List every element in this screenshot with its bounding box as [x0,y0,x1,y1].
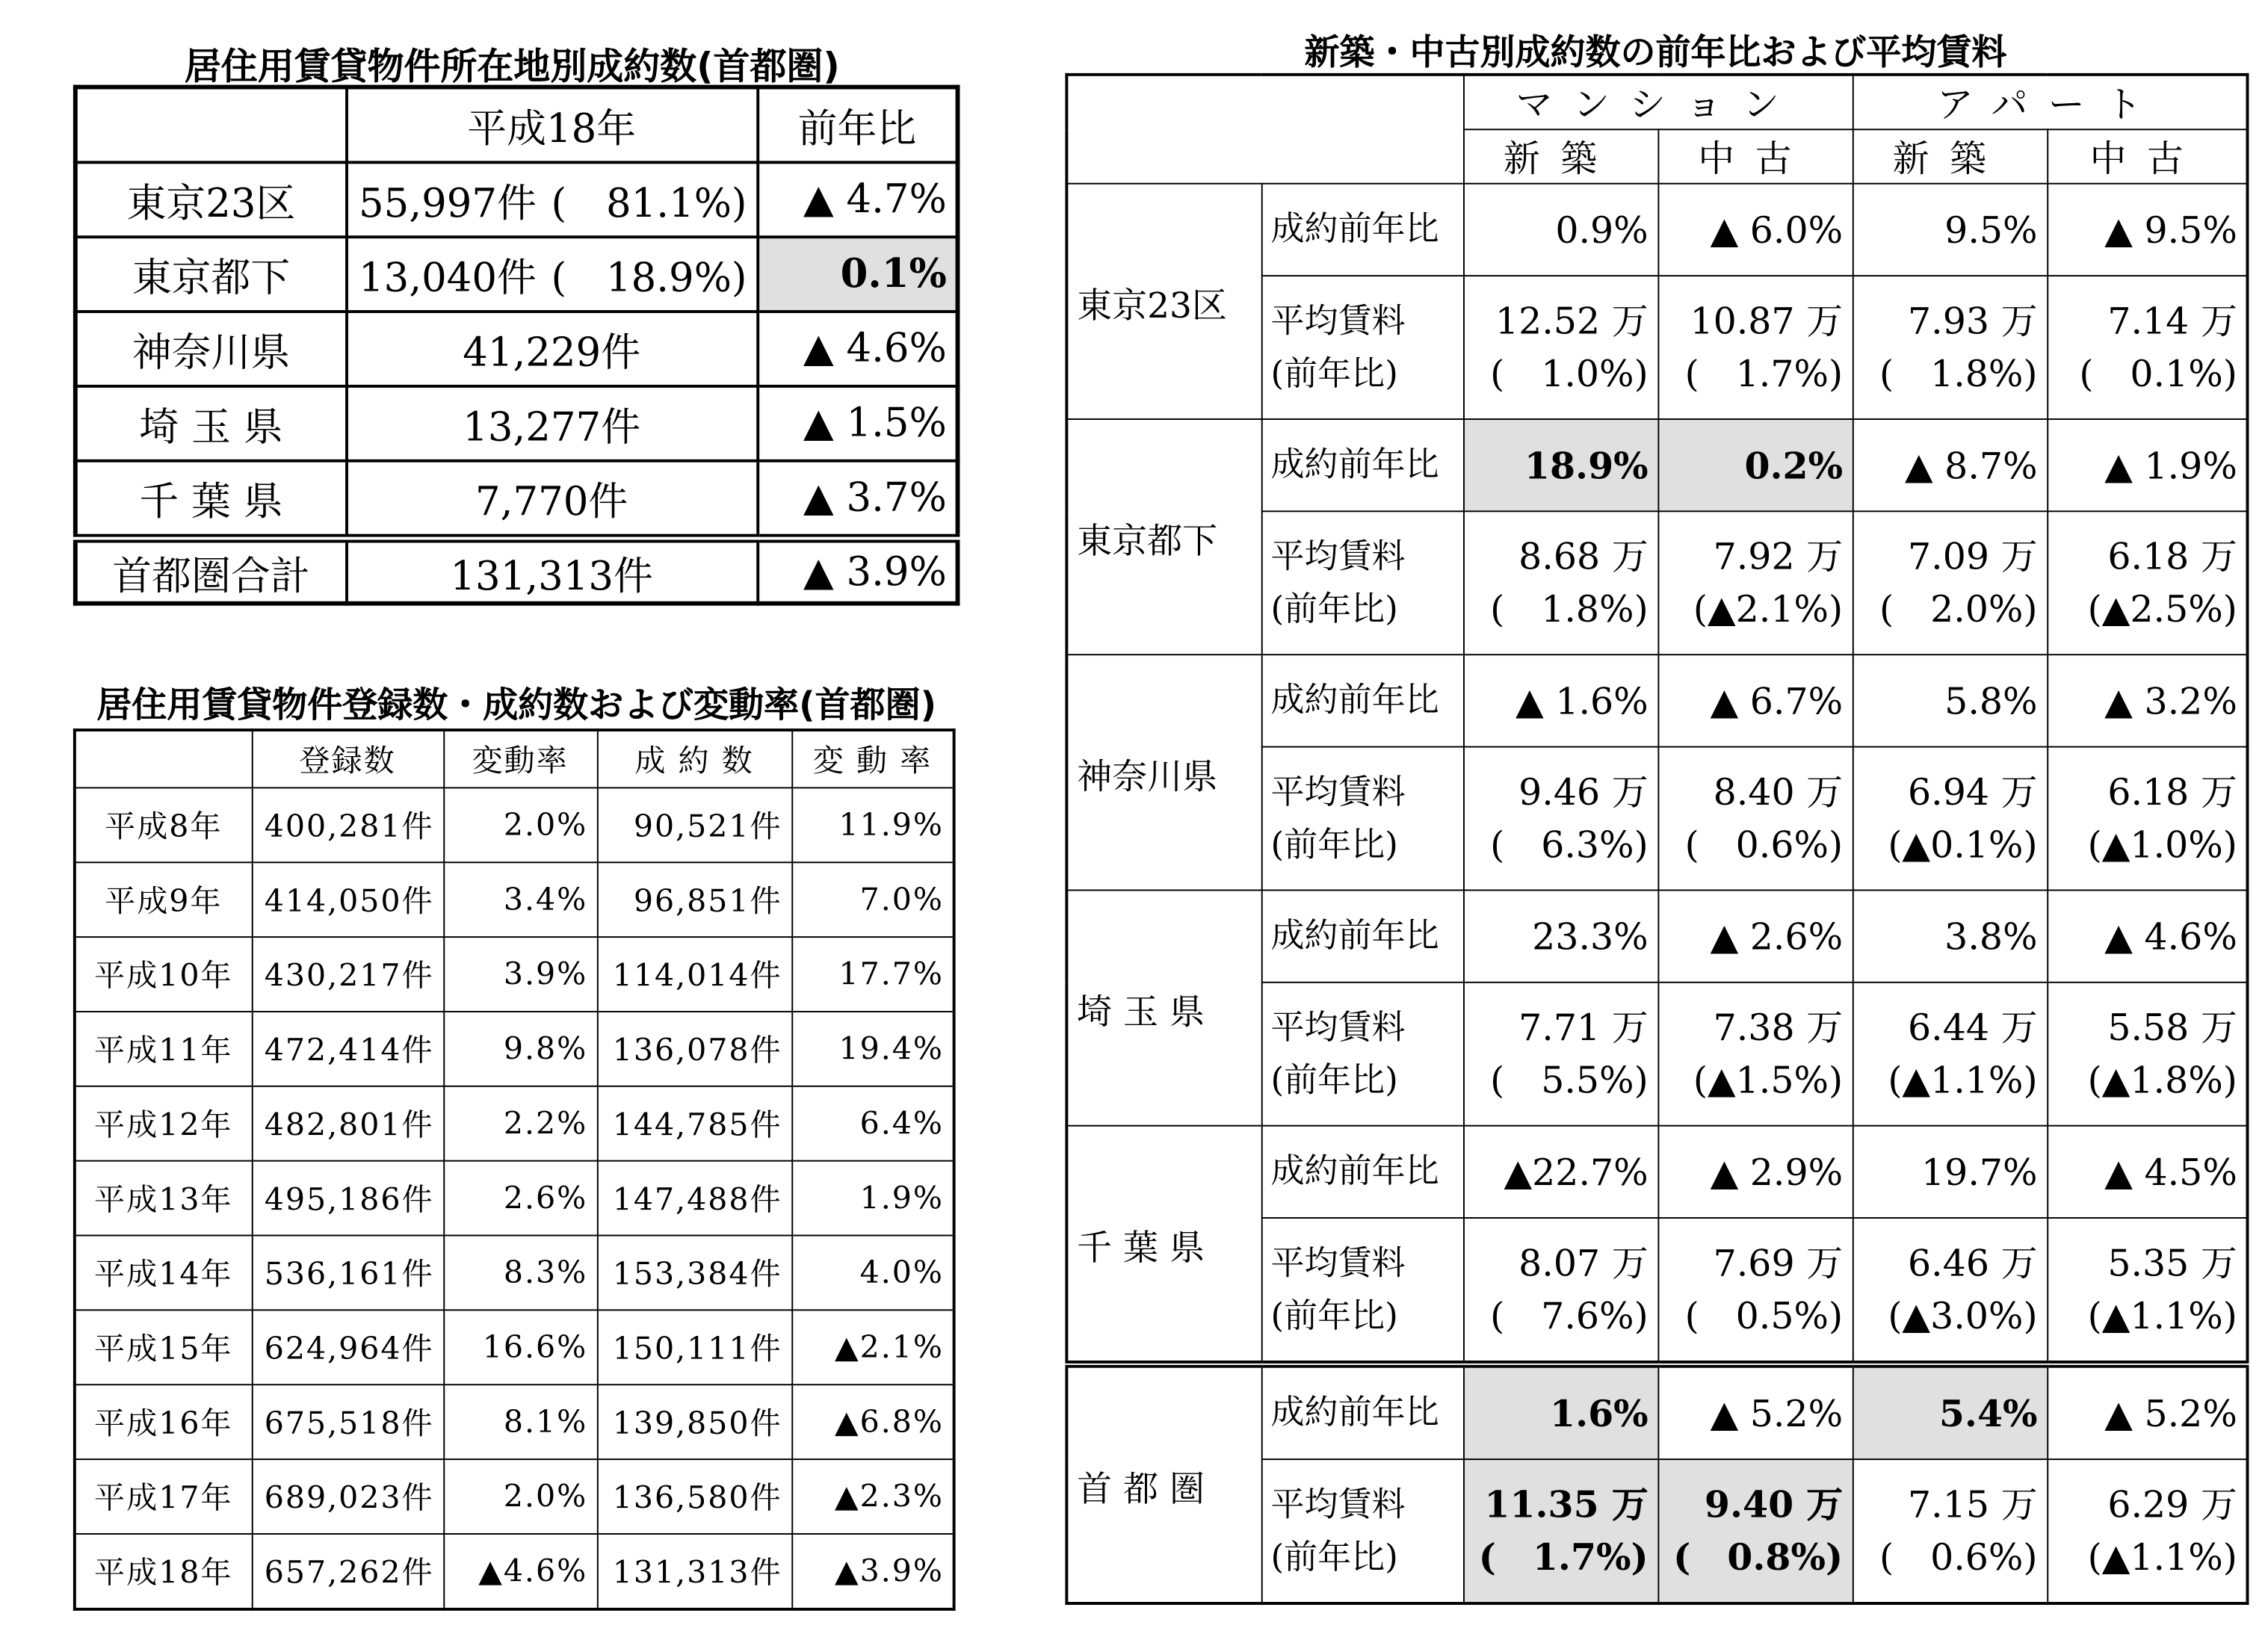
group-header: マンション [1463,75,1853,129]
year-label: 平成14年 [75,1236,252,1311]
contracts: 136,580件 [597,1459,791,1534]
rent-cell [1463,747,1657,891]
rent-yoy: ( 6.3%) [1490,823,1649,866]
rent-label: 平均賃料 [1270,537,1406,576]
contracts: 153,384件 [597,1236,791,1311]
table-row [75,237,958,312]
registrations-contracts-table [73,728,956,1611]
registrations-change: 8.3% [443,1236,597,1311]
column-header: 変動率 [443,730,597,788]
registrations-change: 2.0% [443,788,597,862]
yoy-cell: ▲ 1.5% [757,386,957,461]
rent-cell [2047,1218,2247,1364]
contracts-row [1066,655,2247,746]
contracts: 136,078件 [597,1012,791,1086]
region-label: 千 葉 県 [1066,1126,1261,1364]
contracts-change: 4.0% [791,1236,954,1311]
rent-yoy: (▲3.0%) [1888,1293,2038,1337]
row-label: 成約前年比 [1261,1126,1463,1218]
rent-yoy: ( 1.0%) [1490,351,1649,394]
table-row [75,1086,954,1161]
row-label [1261,1459,1463,1603]
rent-cell [1463,511,1657,655]
registrations: 689,023件 [252,1459,443,1534]
table-row [75,1161,954,1236]
count-cell [346,312,757,386]
contracts-yoy: ▲ 6.0% [1657,184,1852,276]
yoy-cell: ▲ 4.6% [757,312,957,386]
rent-cell [1853,276,2047,419]
rent-yoy: (▲1.1%) [2087,1293,2237,1337]
contracts-yoy: ▲ 1.6% [1463,655,1657,746]
region-label: 千 葉 県 [75,461,346,539]
yoy-cell: ▲ 3.7% [757,461,957,539]
row-label: 成約前年比 [1261,1364,1463,1459]
registrations: 472,414件 [252,1012,443,1086]
column-header [75,730,252,788]
count-cell [346,237,757,312]
contracts-yoy: ▲ 6.7% [1657,655,1852,746]
registrations-change: ▲4.6% [443,1534,597,1609]
year-label: 平成13年 [75,1161,252,1236]
rent-cell [1853,1459,2047,1603]
registrations: 414,050件 [252,862,443,937]
contract-count: 55,997件 [359,181,537,227]
rent-cell [2047,276,2247,419]
rent-yoy-label: (前年比) [1270,1061,1398,1100]
sub-header: 新築 [1463,129,1657,183]
contracts-row [1066,419,2247,511]
contracts-row [1066,890,2247,982]
row-label [1261,983,1463,1126]
rent-yoy: ( 2.0%) [1879,587,2038,630]
average-rent: 7.93 万 [1908,299,2038,342]
column-header [75,87,346,163]
region-label: 首 都 圏 [1066,1364,1261,1603]
contracts-row [1066,1126,2247,1218]
contracts-change: ▲2.3% [791,1459,954,1534]
year-label: 平成12年 [75,1086,252,1161]
average-rent: 9.40 万 [1704,1482,1844,1526]
rent-cell [1853,747,2047,891]
rent-cell [2047,747,2247,891]
rent-label: 平均賃料 [1270,773,1406,811]
rent-cell [1853,1218,2047,1364]
average-rent: 7.38 万 [1713,1006,1844,1048]
registrations-change: 8.1% [443,1384,597,1459]
rent-yoy-label: (前年比) [1270,590,1398,628]
average-rent: 7.09 万 [1908,534,2038,578]
rent-cell [1657,747,1852,891]
contracts: 131,313件 [597,1534,791,1609]
registrations-change: 3.9% [443,937,597,1012]
row-label [1261,276,1463,419]
average-rent: 8.68 万 [1518,534,1649,578]
contracts-change: 11.9% [791,788,954,862]
contracts-yoy: ▲ 5.2% [1657,1364,1852,1459]
contracts-by-region-table [73,85,960,606]
rent-yoy: ( 1.8%) [1879,351,2038,394]
column-header: 成 約 数 [597,730,791,788]
blank-header-cell [1066,75,1463,184]
registrations-change: 2.0% [443,1459,597,1534]
contract-count: 131,313件 [346,539,757,604]
average-rent: 6.29 万 [2107,1482,2237,1526]
group-header: アパート [1853,75,2248,129]
row-label: 成約前年比 [1261,890,1463,982]
average-rent: 6.18 万 [2107,770,2237,813]
column-header: 前年比 [757,87,957,163]
contracts-change: 17.7% [791,937,954,1012]
contracts-yoy: ▲ 8.7% [1853,419,2047,511]
registrations: 657,262件 [252,1534,443,1609]
rent-yoy: ( 0.6%) [1879,1535,2038,1578]
average-rent: 5.35 万 [2107,1241,2237,1284]
average-rent: 8.40 万 [1713,770,1844,813]
sub-header: 新築 [1853,129,2047,183]
rent-cell [1657,1459,1852,1603]
table3-title: 新築・中古別成約数の前年比および平均賃料 [1304,32,2007,73]
table-row [75,788,954,862]
rent-yoy: ( 0.8%) [1673,1535,1844,1578]
row-label [1261,1218,1463,1364]
rent-yoy: ( 0.5%) [1684,1293,1844,1337]
contract-count: 7,770件 [475,480,628,525]
contracts-row [1066,184,2247,276]
average-rent: 6.18 万 [2107,534,2237,578]
registrations: 400,281件 [252,788,443,862]
average-rent: 7.92 万 [1713,534,1844,578]
column-header: 変 動 率 [791,730,954,788]
column-header: 登録数 [252,730,443,788]
count-cell [346,461,757,539]
contracts: 139,850件 [597,1384,791,1459]
rent-yoy: (▲2.1%) [1693,587,1844,630]
rent-cell [2047,1459,2247,1603]
rent-label: 平均賃料 [1270,1244,1406,1283]
rent-yoy: (▲1.5%) [1693,1058,1844,1101]
total-row [75,539,958,604]
table-row [75,386,958,461]
registrations-change: 9.8% [443,1012,597,1086]
average-rent: 10.87 万 [1690,299,1844,342]
contracts-yoy: 9.5% [1853,184,2047,276]
rent-yoy: (▲1.1%) [1888,1058,2038,1101]
contracts-change: ▲2.1% [791,1310,954,1384]
registrations: 482,801件 [252,1086,443,1161]
region-label: 東京都下 [1066,419,1261,655]
rent-label: 平均賃料 [1270,1009,1406,1047]
row-label: 成約前年比 [1261,419,1463,511]
sub-header: 中古 [1657,129,1852,183]
rent-yoy: ( 1.7%) [1478,1535,1649,1578]
column-header: 平成18年 [346,87,757,163]
rent-yoy: ( 0.1%) [2079,351,2237,394]
table-row [75,1310,954,1384]
contracts-yoy: 5.8% [1853,655,2047,746]
contract-count: 13,040件 [359,256,537,302]
registrations-change: 2.2% [443,1086,597,1161]
count-cell [346,386,757,461]
contracts-yoy: 1.6% [1463,1364,1657,1459]
table-header-row [75,87,958,163]
rent-cell [1657,983,1852,1126]
table-row [75,461,958,539]
contracts-yoy: 19.7% [1853,1126,2047,1218]
row-label [1261,511,1463,655]
average-rent: 7.14 万 [2107,299,2237,342]
contracts-change: 19.4% [791,1012,954,1086]
share-percent: ( 18.9%) [551,256,747,302]
average-rent: 7.71 万 [1518,1006,1649,1048]
table2-title: 居住用賃貸物件登録数・成約数および変動率(首都圏) [96,684,937,726]
table-row [75,1236,954,1311]
contracts: 114,014件 [597,937,791,1012]
new-used-rent-table [1065,73,2249,1605]
year-label: 平成10年 [75,937,252,1012]
contracts-yoy: ▲ 3.2% [2047,655,2247,746]
year-label: 平成8年 [75,788,252,862]
region-label: 埼 玉 県 [75,386,346,461]
contracts-yoy: ▲ 4.5% [2047,1126,2247,1218]
region-label: 東京23区 [1066,184,1261,419]
region-label: 首都圏合計 [75,539,346,604]
average-rent: 5.58 万 [2107,1006,2237,1048]
rent-yoy-label: (前年比) [1270,354,1398,393]
rent-cell [1657,511,1852,655]
contracts-yoy: ▲ 2.9% [1657,1126,1852,1218]
rent-cell [2047,511,2247,655]
sub-header: 中古 [2047,129,2247,183]
contracts-yoy: 23.3% [1463,890,1657,982]
rent-yoy: (▲1.8%) [2087,1058,2237,1101]
contracts-yoy: 0.9% [1463,184,1657,276]
table-row [75,1384,954,1459]
registrations-change: 2.6% [443,1161,597,1236]
contracts-yoy: ▲ 9.5% [2047,184,2247,276]
registrations: 624,964件 [252,1310,443,1384]
average-rent: 7.69 万 [1713,1241,1844,1284]
rent-yoy: ( 0.6%) [1684,823,1844,866]
rent-yoy: ( 1.7%) [1684,351,1844,394]
rent-label: 平均賃料 [1270,302,1406,341]
year-label: 平成9年 [75,862,252,937]
row-label: 成約前年比 [1261,655,1463,746]
yoy-cell: ▲ 4.7% [757,162,957,237]
contracts-yoy: 0.2% [1657,419,1852,511]
rent-yoy: ( 5.5%) [1490,1058,1649,1101]
average-rent: 6.46 万 [1908,1241,2038,1284]
region-label: 埼 玉 県 [1066,890,1261,1125]
average-rent: 8.07 万 [1518,1241,1649,1284]
table-row [75,1534,954,1609]
registrations: 495,186件 [252,1161,443,1236]
rent-yoy: (▲2.5%) [2087,587,2237,630]
average-rent: 6.94 万 [1908,770,2038,813]
registrations: 430,217件 [252,937,443,1012]
contracts: 147,488件 [597,1161,791,1236]
contracts-yoy: 5.4% [1853,1364,2047,1459]
table-header-row [75,730,954,788]
table-row [75,1012,954,1086]
table-row [75,312,958,386]
year-label: 平成15年 [75,1310,252,1384]
rent-label: 平均賃料 [1270,1485,1406,1524]
contracts-yoy: ▲ 1.9% [2047,419,2247,511]
table-row [75,162,958,237]
rent-cell [2047,983,2247,1126]
contracts-row [1066,1364,2247,1459]
region-label: 東京23区 [75,162,346,237]
table-row [75,1459,954,1534]
yoy-cell: ▲ 3.9% [757,539,957,604]
rent-yoy-label: (前年比) [1270,1296,1398,1335]
average-rent: 11.35 万 [1484,1482,1649,1526]
group-header-row [1066,75,2247,129]
year-label: 平成18年 [75,1534,252,1609]
rent-cell [1463,983,1657,1126]
yoy-cell: 0.1% [757,237,957,312]
registrations: 536,161件 [252,1236,443,1311]
year-label: 平成16年 [75,1384,252,1459]
contracts-change: ▲6.8% [791,1384,954,1459]
row-label [1261,747,1463,891]
table-row [75,862,954,937]
average-rent: 12.52 万 [1495,299,1649,342]
registrations-change: 16.6% [443,1310,597,1384]
contracts-yoy: ▲ 4.6% [2047,890,2247,982]
contracts: 150,111件 [597,1310,791,1384]
contracts: 96,851件 [597,862,791,937]
row-label: 成約前年比 [1261,184,1463,276]
contracts-yoy: 18.9% [1463,419,1657,511]
contracts-yoy: ▲ 2.6% [1657,890,1852,982]
year-label: 平成11年 [75,1012,252,1086]
rent-yoy: (▲0.1%) [1888,823,2038,866]
rent-cell [1463,1218,1657,1364]
contracts-yoy: ▲ 5.2% [2047,1364,2247,1459]
registrations-change: 3.4% [443,862,597,937]
rent-yoy: ( 7.6%) [1490,1293,1649,1337]
rent-cell [1657,276,1852,419]
share-percent: ( 81.1%) [551,181,747,227]
rent-cell [1853,983,2047,1126]
table-row [75,937,954,1012]
contract-count: 41,229件 [463,330,641,377]
rent-yoy-label: (前年比) [1270,1538,1398,1577]
contracts-change: 6.4% [791,1086,954,1161]
rent-cell [1853,511,2047,655]
rent-yoy: ( 1.8%) [1490,587,1649,630]
contract-count: 13,277件 [463,405,641,451]
average-rent: 6.44 万 [1908,1006,2038,1048]
region-label: 神奈川県 [75,312,346,386]
contracts-change: 1.9% [791,1161,954,1236]
average-rent: 7.15 万 [1908,1482,2038,1526]
region-label: 神奈川県 [1066,655,1261,890]
rent-yoy-label: (前年比) [1270,826,1398,864]
count-cell [346,162,757,237]
contracts-change: ▲3.9% [791,1534,954,1609]
registrations: 675,518件 [252,1384,443,1459]
contracts-yoy: 3.8% [1853,890,2047,982]
rent-yoy: (▲1.1%) [2087,1535,2237,1578]
rent-yoy: (▲1.0%) [2087,823,2237,866]
rent-cell [1463,276,1657,419]
contracts-change: 7.0% [791,862,954,937]
contracts: 90,521件 [597,788,791,862]
year-label: 平成17年 [75,1459,252,1534]
table1-title: 居住用賃貸物件所在地別成約数(首都圏) [184,45,840,88]
contracts-yoy: ▲22.7% [1463,1126,1657,1218]
contracts: 144,785件 [597,1086,791,1161]
region-label: 東京都下 [75,237,346,312]
average-rent: 9.46 万 [1518,770,1649,813]
rent-cell [1657,1218,1852,1364]
rent-cell [1463,1459,1657,1603]
